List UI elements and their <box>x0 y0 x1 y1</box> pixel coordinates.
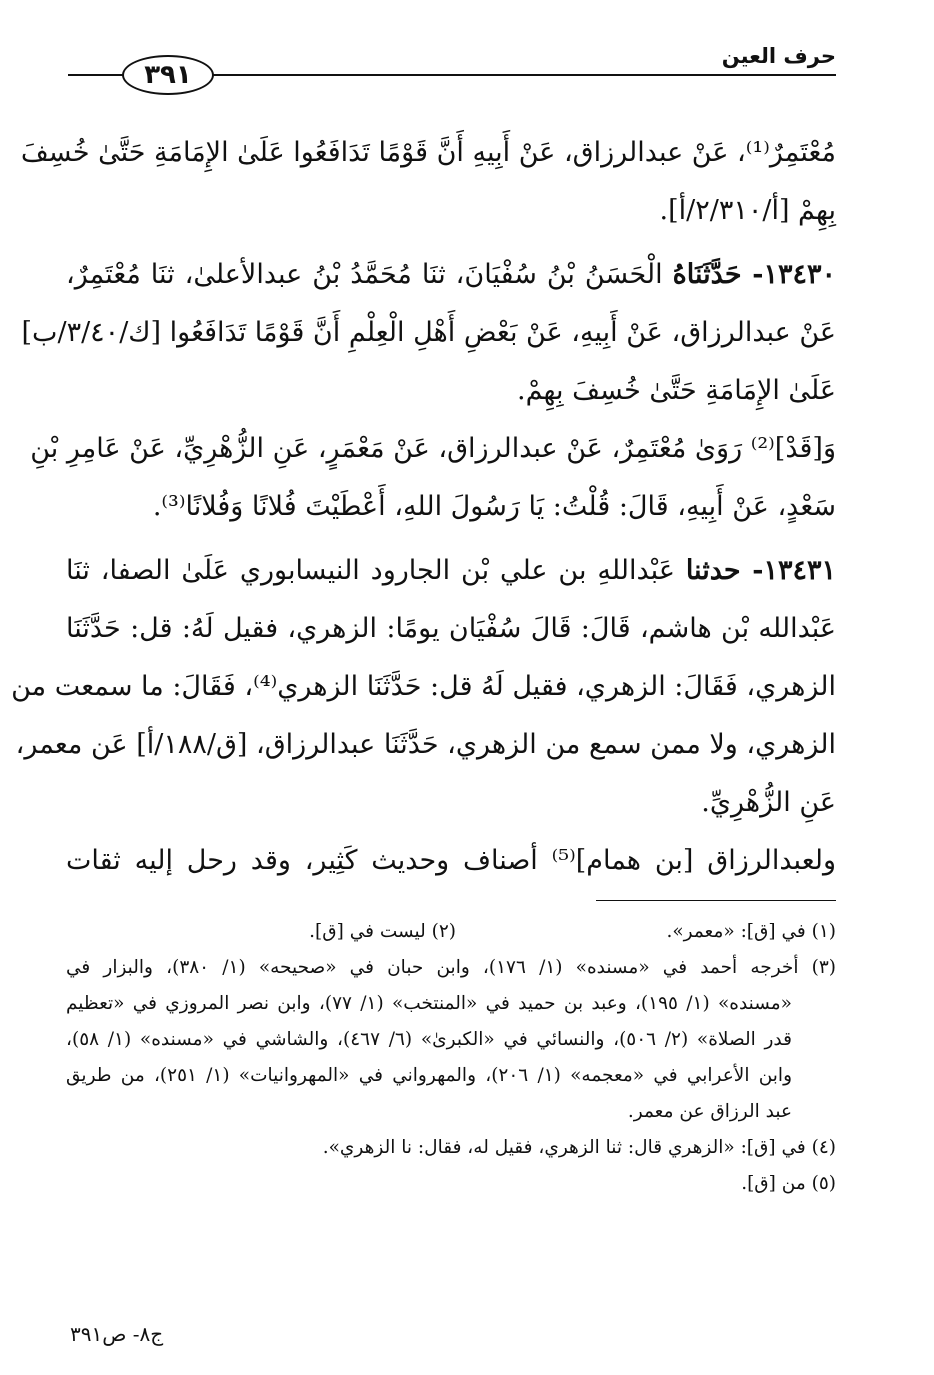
body-line: سَعْدٍ، عَنْ أَبِيهِ، قَالَ: قُلْتُ: يَا رَسُولَ اللهِ، أَعْطَيْتَ فُلانًا وَفُلانًا⁽³⁾. <box>152 491 836 522</box>
page-number-badge <box>122 55 214 95</box>
footnote-4: (٤) في [ق]: «الزهري قال: ثنا الزهري، فقيل له، فقال: نا الزهري». <box>322 1137 836 1158</box>
page-number: ٣٩١ <box>144 60 192 90</box>
body-line: ولعبدالرزاق [بن همام]⁽⁵⁾ أصناف وحديث كَثِير، وقد رحل إليه ثقات <box>66 845 836 876</box>
hadith-number: ١٣٤٣١- حدثنا <box>685 555 836 586</box>
footnote-3-cont: قدر الصلاة» (٢/ ٥٠٦)، والنسائي في «الكبرىٰ» (٦/ ٤٦٧)، والشاشي في «مسنده» (١/ ٥٨)، <box>66 1029 792 1050</box>
footnote-3-cont: عبد الرزاق عن معمر. <box>627 1101 792 1122</box>
hadith-number: ١٣٤٣٠- حَدَّثَنَاهُ <box>672 259 836 290</box>
body-line: عَلَىٰ الإِمَامَةِ حَتَّىٰ خُسِفَ بِهِمْ. <box>517 375 836 406</box>
footnote-3: (٣) أخرجه أحمد في «مسنده» (١/ ١٧٦)، وابن حبان في «صحيحه» (١/ ٣٨٠)، والبزار في <box>66 957 836 978</box>
footnote-2: (٢) ليست في [ق]. <box>309 921 456 942</box>
footnote-3-cont: «مسنده» (١/ ١٩٥)، وعبد بن حميد في «المنتخب» (١/ ٧٧)، وابن نصر المروزي في «تعظيم <box>66 993 792 1014</box>
body-line: عَنِ الزُّهْرِيِّ. <box>701 787 836 818</box>
footnote-rule <box>596 900 836 901</box>
body-line: الزهري، فَقَالَ: الزهري، فقيل لَهُ قل: حَدَّثَنَا الزهري⁽⁴⁾، فَقَالَ: ما سمعت من <box>11 671 836 702</box>
footnote-row <box>66 914 836 950</box>
chapter-title: حرف العين <box>721 44 836 68</box>
footnote-1: (١) في [ق]: «معمر». <box>666 921 836 942</box>
volume-page-reference: ج٨- ص٣٩١ <box>70 1322 164 1346</box>
body-line: بِهِمْ [أ/٢/٣١٠/أ]. <box>659 195 836 226</box>
body-line: عَبْدالله بْن هاشم، قَالَ: قَالَ سُفْيَان يومًا: الزهري، فقيل لَهُ: قل: حَدَّثَنَا <box>66 613 836 644</box>
footnotes <box>66 914 836 1202</box>
hadith-line: ١٣٤٣٠- حَدَّثَنَاهُ الْحَسَنُ بْنُ سُفْيَانَ، ثنَا مُحَمَّدُ بْنُ عبدالأعلىٰ، ثنَا مُعْتَمِرٌ، <box>66 259 836 290</box>
hadith-line: ١٣٤٣١- حدثنا عَبْداللهِ بن علي بْن الجارود النيسابوري عَلَىٰ الصفا، ثنَا <box>66 555 836 586</box>
footnote-5: (٥) من [ق]. <box>741 1173 836 1194</box>
footnote-3-cont: وابن الأعرابي في «معجمه» (١/ ٢٠٦)، والمهرواني في «المهروانيات» (١/ ٢٥١)، من طريق <box>66 1065 792 1086</box>
body-line: عَنْ عبدالرزاق، عَنْ أَبِيهِ، عَنْ بَعْضِ أَهْلِ الْعِلْمِ أَنَّ قَوْمًا تَدَافَعُوا [ك/٣/٤٠/ب] <box>21 317 836 348</box>
body-line: مُعْتَمِرٌ⁽¹⁾، عَنْ عبدالرزاق، عَنْ أَبِيهِ أَنَّ قَوْمًا تَدَافَعُوا عَلَىٰ الإِمَامَةِ حَتَّىٰ خُسِفَ <box>20 137 836 168</box>
body-line: وَ[قَدْ]⁽²⁾ رَوَىٰ مُعْتَمِرٌ، عَنْ عبدالرزاق، عَنْ مَعْمَرٍ، عَنِ الزُّهْرِيِّ، عَنْ عَامِرِ بْنِ <box>30 433 836 464</box>
body-line: الزهري، ولا ممن سمع من الزهري، حَدَّثَنَا عبدالرزاق، [ق/١٨٨/أ] عَن معمر، <box>15 729 836 760</box>
body-text <box>11 124 836 890</box>
